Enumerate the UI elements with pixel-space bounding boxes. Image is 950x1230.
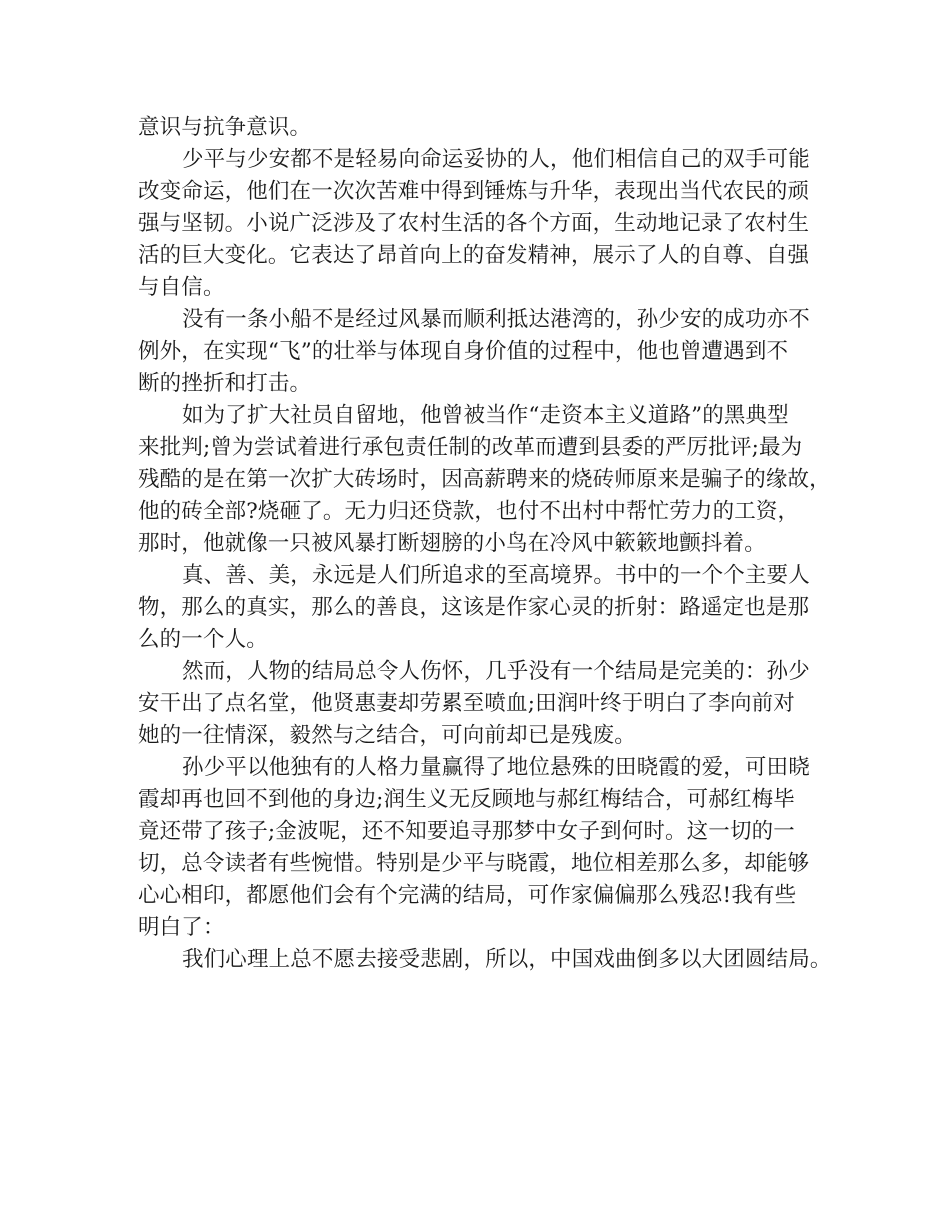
text-line: 与自信。: [138, 275, 225, 300]
text-line: 意识与抗争意识。: [138, 115, 312, 140]
text-line: 没有一条小船不是经过风暴而顺利抵达港湾的，孙少安的成功亦不: [182, 307, 810, 332]
text-line: 我们心理上总不愿去接受悲剧，所以，中国戏曲倒多以大团圆结局。: [182, 947, 832, 972]
text-line: 她的一往情深，毅然与之结合，可向前却已是残废。: [138, 723, 636, 748]
text-line: 心心相印，都愿他们会有个完满的结局，可作家偏偏那么残忍!我有些: [138, 883, 797, 908]
text-line: 残酷的是在第一次扩大砖场时，因高薪聘来的烧砖师原来是骗子的缘故，: [138, 467, 831, 492]
text-line: 明白了：: [138, 915, 225, 940]
text-line: 断的挫折和打击。: [138, 371, 312, 396]
text-line: 真、善、美，永远是人们所追求的至高境界。书中的一个个主要人: [182, 563, 810, 588]
text-line: 安干出了点名堂，他贤惠妻却劳累至喷血;田润叶终于明白了李向前对: [138, 691, 795, 716]
text-line: 么的一个人。: [138, 627, 268, 652]
text-line: 少平与少安都不是轻易向命运妥协的人，他们相信自己的双手可能: [182, 147, 810, 172]
text-line: 那时，他就像一只被风暴打断翅膀的小鸟在冷风中簌簌地颤抖着。: [138, 531, 766, 556]
text-line: 活的巨大变化。它表达了昂首向上的奋发精神，展示了人的自尊、自强: [138, 243, 810, 268]
document-body: [138, 112, 830, 976]
text-line: 物，那么的真实，那么的善良，这该是作家心灵的折射：路遥定也是那: [138, 595, 810, 620]
text-line: 切，总令读者有些惋惜。特别是少平与晓霞，地位相差那么多，却能够: [138, 851, 810, 876]
text-line: 孙少平以他独有的人格力量赢得了地位悬殊的田晓霞的爱，可田晓: [182, 755, 810, 780]
text-line: 来批判;曾为尝试着进行承包责任制的改革而遭到县委的严厉批评;最为: [138, 435, 803, 460]
text-line: 霞却再也回不到他的身边;润生义无反顾地与郝红梅结合，可郝红梅毕: [138, 787, 795, 812]
text-line: 改变命运，他们在一次次苦难中得到锤炼与升华，表现出当代农民的顽: [138, 179, 810, 204]
text-line: 例外，在实现“飞”的壮举与体现自身价值的过程中，他也曾遭遇到不: [138, 339, 789, 364]
text-line: 然而，人物的结局总令人伤怀，几乎没有一个结局是完美的：孙少: [182, 659, 810, 684]
text-line: 他的砖全部?烧砸了。无力归还贷款，也付不出村中帮忙劳力的工资，: [138, 499, 800, 524]
text-line: 强与坚韧。小说广泛涉及了农村生活的各个方面，生动地记录了农村生: [138, 211, 810, 236]
text-line: 如为了扩大社员自留地，他曾被当作“走资本主义道路”的黑典型: [182, 403, 789, 428]
text-line: 竟还带了孩子;金波呢，还不知要追寻那梦中女子到何时。这一切的一: [138, 819, 795, 844]
